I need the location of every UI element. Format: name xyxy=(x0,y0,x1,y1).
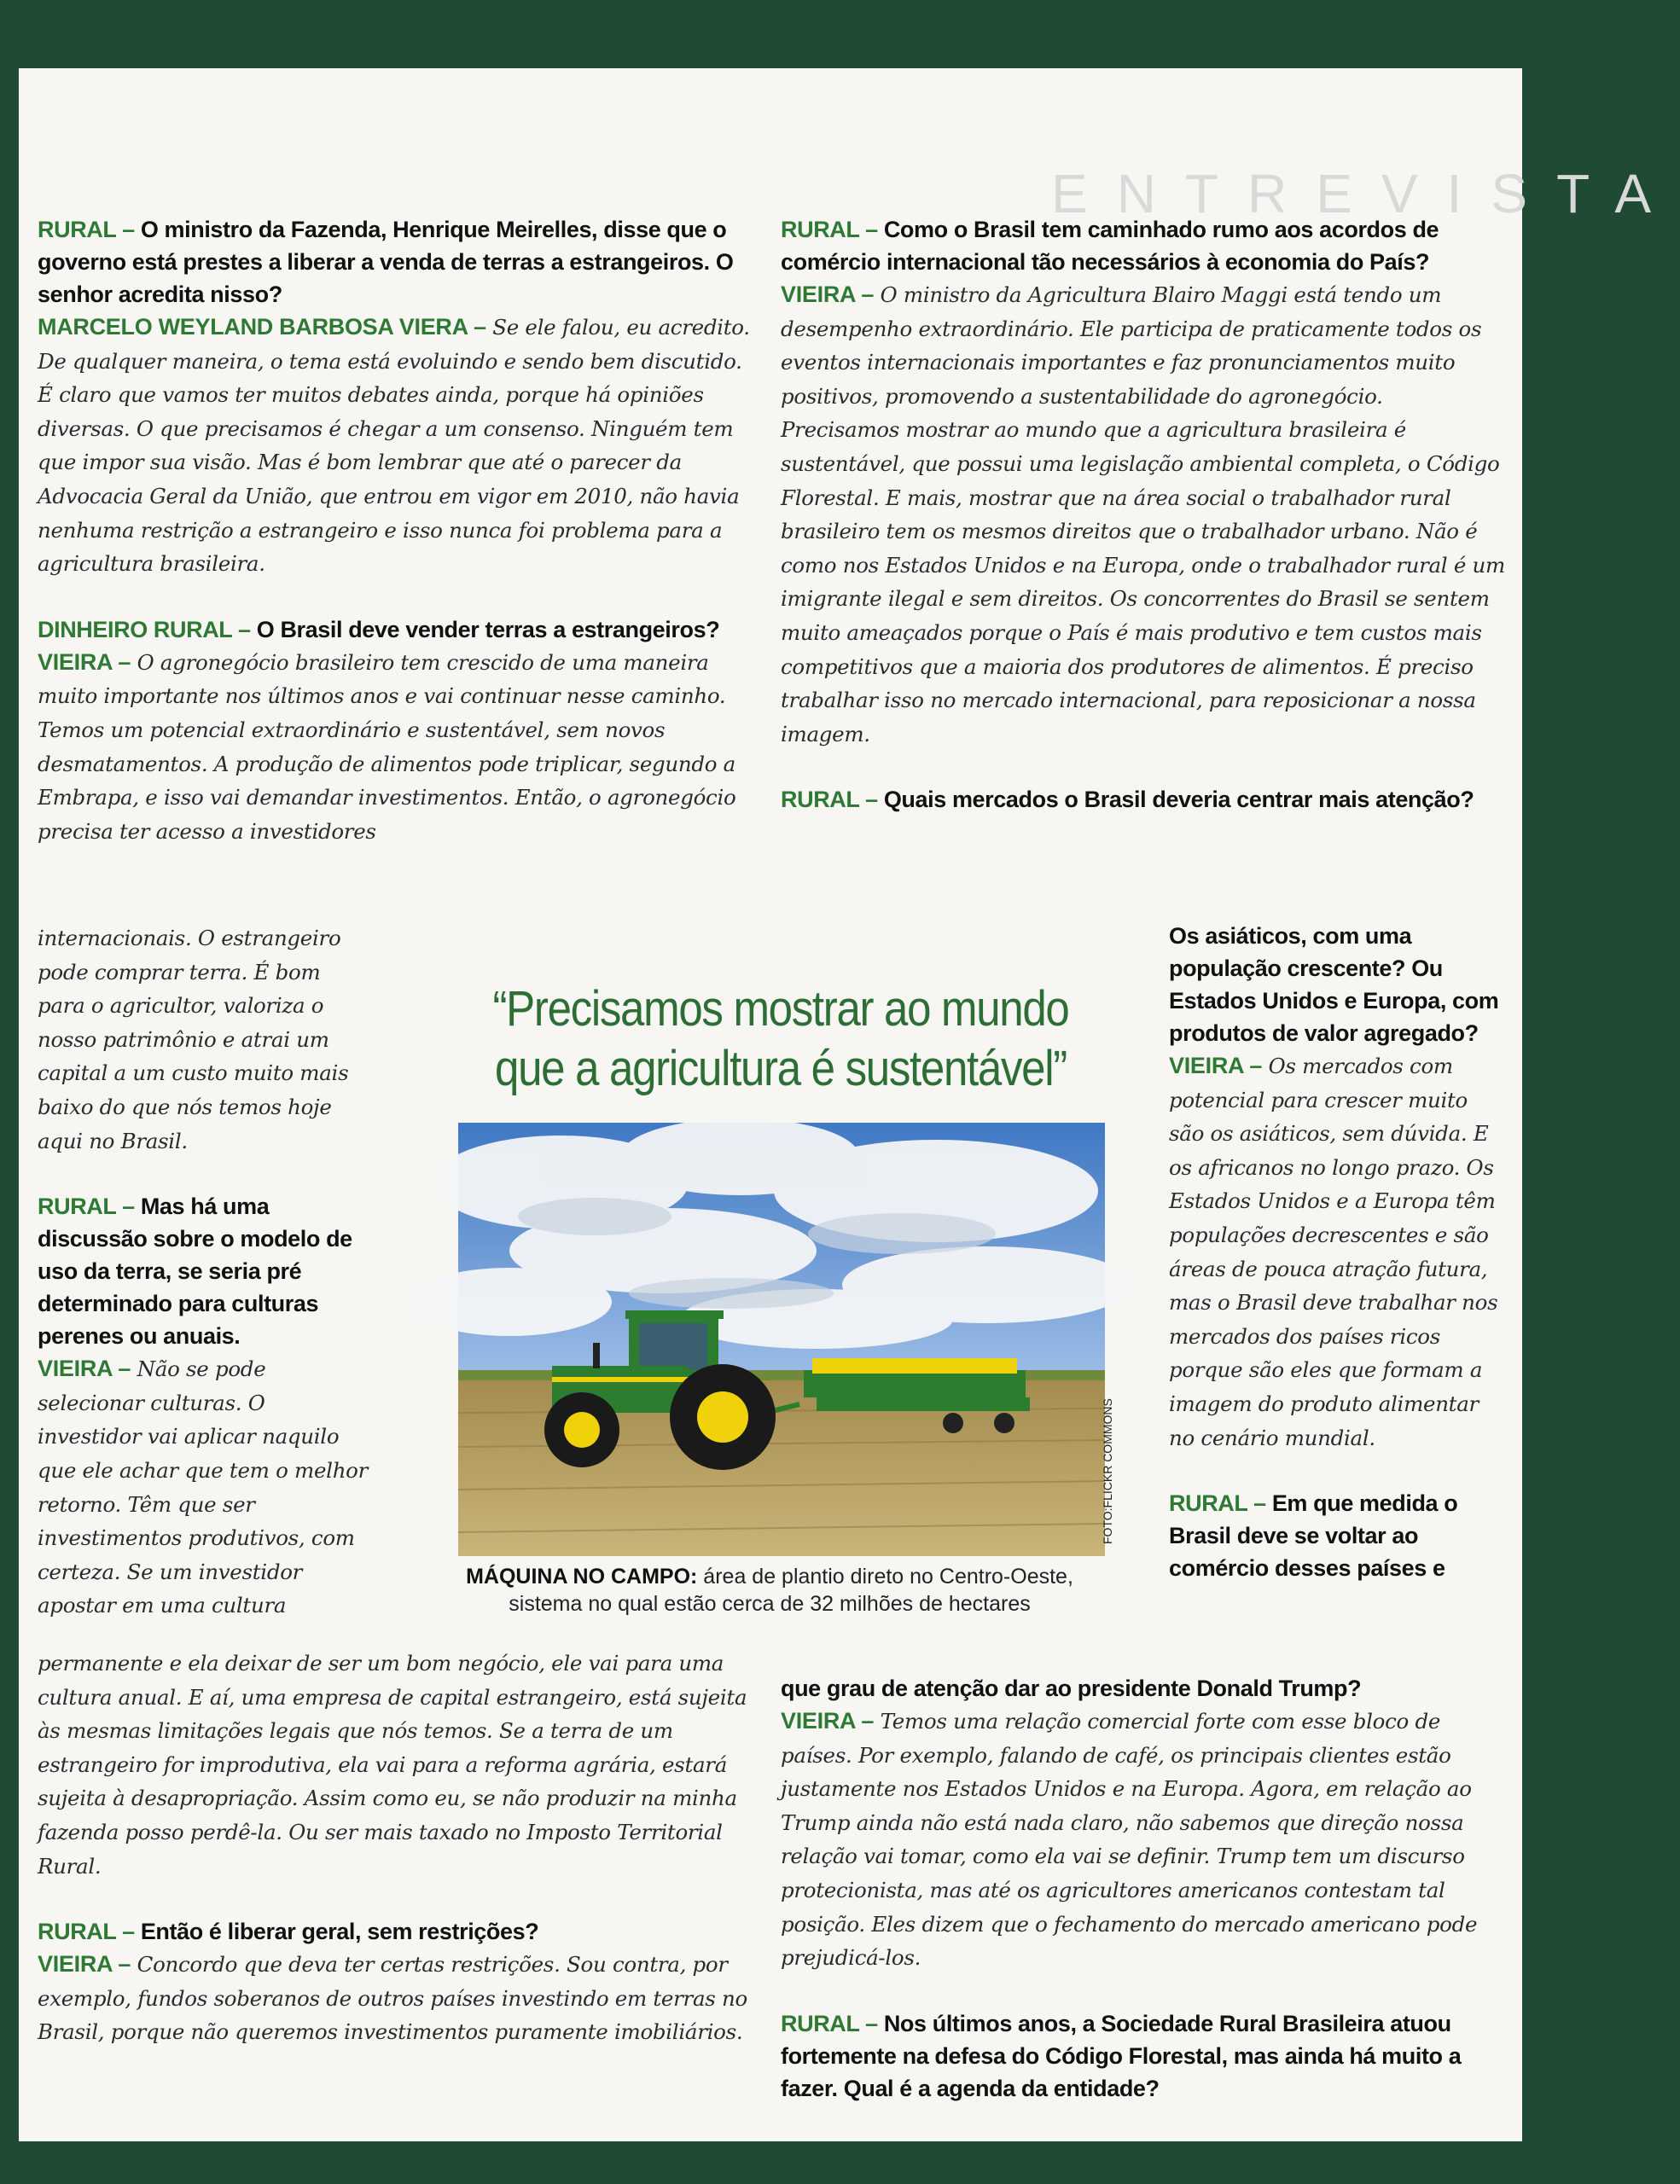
speaker-label: VIEIRA – xyxy=(38,648,131,675)
right-column xyxy=(781,213,1506,816)
left-bottom-column xyxy=(38,1647,763,2049)
tractor-photo xyxy=(458,1123,1105,1556)
speaker-label: DINHEIRO RURAL – xyxy=(38,616,251,642)
speaker-label: RURAL – xyxy=(781,2010,878,2036)
speaker-label: RURAL – xyxy=(781,787,878,813)
left-column xyxy=(38,213,763,848)
photo-caption: MÁQUINA NO CAMPO: área de plantio direto no Centro-Oeste, sistema no qual estão cerca de 32 milhões de hectares xyxy=(466,1565,1073,1616)
pull-quote: “Precisamos mostrar ao mundo que a agricultura é sustentável” xyxy=(492,981,1069,1096)
question: RURAL – Quais mercados o Brasil deveria centrar mais atenção? xyxy=(781,787,1474,813)
answer: VIEIRA – Temos uma relação comercial forte com esse bloco de países. Por exemplo, falando de café, os principais clientes estão justamente nos Estados Unidos e na Europa. Agora, em relação ao Trump ainda não está nada claro, não sabemos que direção nossa relação vai tomar, como ela vai se definir. Trump tem um discurso protecionista, mas até os agricultores americanos contestam tal posição. Eles dizem que o fechamento do mercado americano pode prejudicá-los. xyxy=(781,1708,1478,1971)
speaker-label: VIEIRA – xyxy=(38,1951,131,1978)
answer: MARCELO WEYLAND BARBOSA VIERA – Se ele falou, eu acredito. De qualquer maneira, o tema está evoluindo e sendo bem discutido. É claro que vamos ter muitos debates ainda, porque há opiniões diversas. O que precisamos é chegar a um consenso. Ninguém tem que impor sua visão. Mas é bom lembrar que até o parecer da Advocacia Geral da União, que entrou em vigor em 2010, não havia nenhuma restrição a estrangeiro e isso nunca foi problema para a agricultura brasileira. xyxy=(38,314,750,577)
question: RURAL – Então é liberar geral, sem restrições? xyxy=(38,1919,539,1945)
question: RURAL – Em que medida o Brasil deve se voltar ao comércio desses países e xyxy=(1169,1490,1458,1582)
caption-label: MÁQUINA NO CAMPO: xyxy=(466,1565,698,1589)
speaker-label: RURAL – xyxy=(38,1194,135,1220)
photo-credit: FOTO:FLICKR COMMONS xyxy=(1101,1398,1114,1544)
answer-continued: internacionais. O estrangeiro pode comprar terra. É bom para o agricultor, valoriza o nosso patrimônio e atrai um capital a um custo muito mais baixo do que nós temos hoje aqui no Brasil. xyxy=(38,926,349,1153)
left-narrow-column xyxy=(38,921,370,1623)
question-continued: que grau de atenção dar ao presidente Donald Trump? xyxy=(781,1676,1362,1701)
speaker-label: VIEIRA – xyxy=(781,282,875,307)
speaker-label: RURAL – xyxy=(781,217,878,242)
page-frame-bottom xyxy=(0,2141,1609,2184)
section-tag: ENTREVISTA xyxy=(1051,163,1680,224)
speaker-label: VIEIRA – xyxy=(1169,1053,1263,1078)
tractor-field-illustration xyxy=(458,1123,1105,1556)
question: RURAL – O ministro da Fazenda, Henrique Meirelles, disse que o governo está prestes a liberar a venda de terras a estrangeiros. O senhor acredita nisso? xyxy=(38,217,734,307)
question: DINHEIRO RURAL – O Brasil deve vender terras a estrangeiros? xyxy=(38,616,720,642)
answer: VIEIRA – Concordo que deva ter certas restrições. Sou contra, por exemplo, fundos soberanos de outros países investindo em terras no Brasil, porque não queremos investimentos puramente imobiliários. xyxy=(38,1951,747,2045)
answer: VIEIRA – O agronegócio brasileiro tem crescido de uma maneira muito importante nos últimos anos e vai continuar nesse caminho. Temos um potencial extraordinário e sustentável, sem novos desmatamentos. A produção de alimentos pode triplicar, segundo a Embrapa, e isso vai demandar investimentos. Então, o agronegócio precisa ter acesso a investidores xyxy=(38,648,736,844)
question: RURAL – Como o Brasil tem caminhado rumo aos acordos de comércio internacional tão necessários à economia do País? xyxy=(781,217,1439,275)
speaker-label: VIEIRA – xyxy=(781,1708,875,1734)
question-continued: Os asiáticos, com uma população crescente? Ou Estados Unidos e Europa, com produtos de valor agregado? xyxy=(1169,923,1499,1046)
speaker-label: RURAL – xyxy=(38,1919,135,1945)
speaker-label: RURAL – xyxy=(1169,1490,1266,1517)
speaker-label: MARCELO WEYLAND BARBOSA VIERA – xyxy=(38,314,486,340)
right-bottom-column xyxy=(781,1672,1506,2105)
question: RURAL – Mas há uma discussão sobre o modelo de uso da terra, se seria pré determinado para culturas perenes ou anuais. xyxy=(38,1194,352,1350)
speaker-label: RURAL – xyxy=(38,217,135,242)
answer: VIEIRA – Os mercados com potencial para crescer muito são os asiáticos, sem dúvida. E os africanos no longo prazo. Os Estados Unidos e a Europa têm populações decrescentes e são áreas de pouca atração futura, mas o Brasil deve trabalhar nos mercados dos países ricos porque são eles que formam a imagem do produto alimentar no cenário mundial. xyxy=(1169,1053,1498,1450)
speaker-label: VIEIRA – xyxy=(38,1356,131,1382)
question: RURAL – Nos últimos anos, a Sociedade Rural Brasileira atuou fortemente na defesa do Código Florestal, mas ainda há muito a fazer. Qual é a agenda da entidade? xyxy=(781,2010,1462,2101)
right-narrow-column xyxy=(1169,920,1506,1584)
answer-continued: permanente e ela deixar de ser um bom negócio, ele vai para uma cultura anual. E aí, uma empresa de capital estrangeiro, está sujeita às mesmas limitações legais que nós temos. Se a terra de um estrangeiro for improdutiva, ela vai para a reforma agrária, estará sujeita à desapropriação. Assim como eu, se não produzir na minha fazenda posso perdê-la. Ou ser mais taxado no Imposto Territorial Rural. xyxy=(38,1651,747,1879)
answer: VIEIRA – O ministro da Agricultura Blairo Maggi está tendo um desempenho extraordinário. Ele participa de praticamente todos os eventos internacionais importantes e faz pronunciamentos muito positivos, promovendo a sustentabilidade do agronegócio. Precisamos mostrar ao mundo que a agricultura brasileira é sustentável, que possui uma legislação ambiental completa, o Código Florestal. E mais, mostrar que na área social o trabalhador rural brasileiro tem os mesmos direitos que o trabalhador urbano. Não é como nos Estados Unidos e na Europa, onde o trabalhador rural é um imigrante ilegal e sem direitos. Os concorrentes do Brasil se sentem muito ameaçados porque o País é mais produtivo e tem custos mais competitivos que a maioria dos produtores de alimentos. É preciso trabalhar isso no mercado internacional, para reposicionar a nossa imagem. xyxy=(781,282,1505,746)
magazine-page xyxy=(19,68,1680,2141)
answer: VIEIRA – Não se pode selecionar culturas. O investidor vai aplicar naquilo que ele achar que tem o melhor retorno. Têm que ser investimentos produtivos, com certeza. Se um investidor apostar em uma cultura xyxy=(38,1356,369,1618)
